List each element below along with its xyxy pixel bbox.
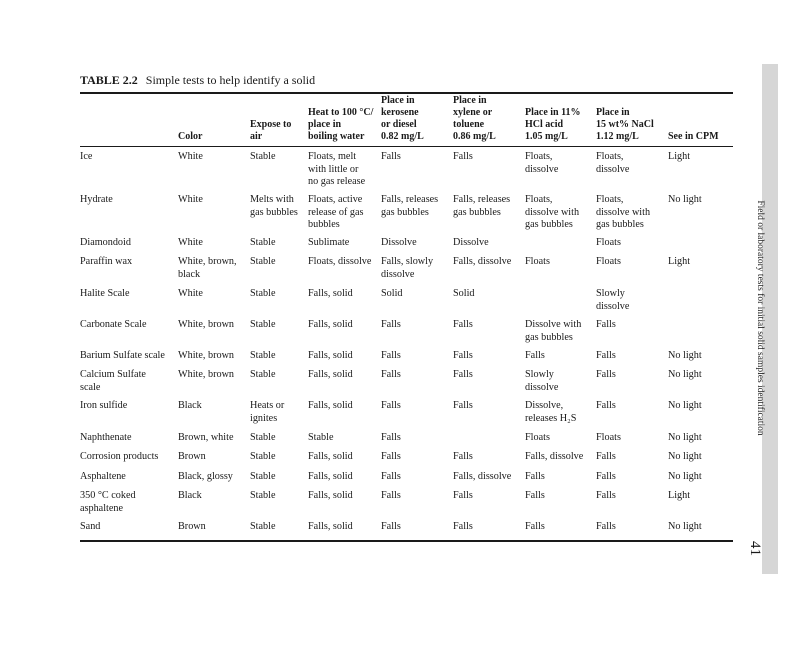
table-cell: Floats, dissolve with gas bubbles: [525, 194, 580, 231]
table-cell: Floats, dissolve: [308, 256, 372, 267]
table-cell: Falls: [596, 369, 616, 380]
page-number: 41: [747, 541, 763, 556]
table-cell: Floats: [596, 432, 621, 443]
table-cell: Light: [668, 490, 691, 501]
table-cell: No light: [668, 471, 702, 482]
table-cell: Black: [178, 490, 202, 501]
table-cell: Falls: [453, 490, 473, 501]
table-cell: Falls: [596, 350, 616, 361]
table-cell: No light: [668, 432, 702, 443]
table-cell: Dissolve: [381, 237, 417, 248]
table-cell: Falls: [596, 451, 616, 462]
column-header-6: Place in 11% HCl acid 1.05 mg/L: [525, 107, 581, 142]
table-cell: Stable: [250, 151, 276, 162]
table-cell: Falls, solid: [308, 471, 353, 482]
table-cell: Falls: [453, 521, 473, 532]
table-cell: Stable: [250, 471, 276, 482]
table-cell: Floats, active release of gas bubbles: [308, 194, 364, 231]
table-cell: Stable: [250, 490, 276, 501]
column-header-4: Place in kerosene or diesel 0.82 mg/L: [381, 95, 424, 142]
table-cell: Falls: [525, 490, 545, 501]
table-cell: White: [178, 288, 203, 299]
table-cell: Heats or ignites: [250, 400, 285, 424]
table-cell: Falls: [381, 369, 401, 380]
table-cell: Falls: [453, 350, 473, 361]
table-cell: Falls: [525, 521, 545, 532]
row-label: Carbonate Scale: [80, 319, 147, 330]
table-cell: Falls, solid: [308, 369, 353, 380]
table-cell: Falls, dissolve: [453, 256, 512, 267]
table-cell: White: [178, 194, 203, 205]
column-header-1: Color: [178, 131, 203, 142]
table-cell: Stable: [250, 288, 276, 299]
table-cell: Floats: [596, 237, 621, 248]
table-cell: Sublimate: [308, 237, 350, 248]
row-label: Diamondoid: [80, 237, 131, 248]
table-cell: Stable: [250, 451, 276, 462]
table-cell: No light: [668, 350, 702, 361]
row-label: Ice: [80, 151, 93, 162]
table-cell: White, brown: [178, 369, 235, 380]
row-label: Barium Sulfate scale: [80, 350, 165, 361]
table-cell: No light: [668, 451, 702, 462]
table-cell: Floats: [525, 432, 550, 443]
table-caption: [80, 73, 315, 88]
table-cell: Stable: [250, 369, 276, 380]
table-cell: Falls: [596, 490, 616, 501]
table-cell: Falls, solid: [308, 400, 353, 411]
table-cell: No light: [668, 194, 702, 205]
table-cell: Falls: [381, 350, 401, 361]
table-cell: Floats, melt with little or no gas release: [308, 151, 366, 188]
table-cell: Falls: [453, 151, 473, 162]
table-cell: Falls, solid: [308, 319, 353, 330]
table-cell: Brown: [178, 451, 206, 462]
table-cell: Black, glossy: [178, 471, 233, 482]
table-cell: Stable: [250, 350, 276, 361]
table-cell: Falls: [596, 400, 616, 411]
table-cell: Light: [668, 151, 691, 162]
column-header-2: Expose to air: [250, 119, 292, 142]
table-bottom-rule: [80, 540, 733, 542]
table-cell: Falls: [381, 521, 401, 532]
table-cell: Falls, solid: [308, 288, 353, 299]
row-label: Calcium Sulfate scale: [80, 369, 146, 393]
table-caption-label: TABLE 2.2: [80, 73, 138, 87]
row-label: 350 °C coked asphaltene: [80, 490, 136, 514]
table-cell: Floats, dissolve with gas bubbles: [596, 194, 651, 231]
table-cell: Falls, solid: [308, 350, 353, 361]
table-header-rule: [80, 146, 733, 147]
table-cell: Falls: [381, 400, 401, 411]
table-cell: Stable: [250, 432, 276, 443]
table-cell: Falls, solid: [308, 521, 353, 532]
table-cell: Floats, dissolve: [525, 151, 559, 175]
table-cell: Brown: [178, 521, 206, 532]
row-label: Hydrate: [80, 194, 113, 205]
table-cell: Melts with gas bubbles: [250, 194, 298, 218]
table-cell: Falls, slowly dissolve: [381, 256, 434, 280]
table-cell: Falls: [596, 521, 616, 532]
table-cell: Falls: [381, 432, 401, 443]
table-cell: No light: [668, 521, 702, 532]
table-top-rule: [80, 92, 733, 94]
table-cell: Stable: [250, 521, 276, 532]
table-cell: Light: [668, 256, 691, 267]
table-cell: Falls: [381, 151, 401, 162]
table-cell: Brown, white: [178, 432, 234, 443]
table-cell: Falls: [381, 319, 401, 330]
table-cell: Falls, solid: [308, 490, 353, 501]
running-header-text: Field or laboratory tests for initial solid samples identification: [755, 200, 765, 436]
table-cell: Stable: [250, 256, 276, 267]
column-header-7: Place in 15 wt% NaCl 1.12 mg/L: [596, 107, 654, 142]
table-cell: Falls: [453, 400, 473, 411]
table-cell: Dissolve, releases H₂S: [525, 400, 577, 424]
table-cell: Falls, releases gas bubbles: [381, 194, 439, 218]
table-cell: Slowly dissolve: [596, 288, 630, 312]
row-label: Sand: [80, 521, 101, 532]
table-cell: White, brown: [178, 319, 235, 330]
table-cell: Floats: [596, 256, 621, 267]
table-cell: White: [178, 237, 203, 248]
table-cell: Falls: [381, 471, 401, 482]
table-cell: Falls, dissolve: [453, 471, 512, 482]
column-header-5: Place in xylene or toluene 0.86 mg/L: [453, 95, 496, 142]
table-cell: Falls: [525, 471, 545, 482]
table-cell: Stable: [250, 319, 276, 330]
table-cell: White, brown: [178, 350, 235, 361]
table-cell: Dissolve with gas bubbles: [525, 319, 582, 343]
table-cell: Dissolve: [453, 237, 489, 248]
table-cell: Falls, solid: [308, 451, 353, 462]
table-cell: Falls: [596, 319, 616, 330]
table-cell: Falls: [453, 319, 473, 330]
table-cell: Falls: [453, 451, 473, 462]
row-label: Iron sulfide: [80, 400, 128, 411]
table-cell: Solid: [381, 288, 403, 299]
table-cell: White: [178, 151, 203, 162]
table-cell: No light: [668, 369, 702, 380]
table-cell: Falls: [381, 451, 401, 462]
table-cell: Stable: [308, 432, 334, 443]
table-cell: Falls, releases gas bubbles: [453, 194, 511, 218]
column-header-3: Heat to 100 °C/ place in boiling water: [308, 107, 374, 142]
table-cell: Stable: [250, 237, 276, 248]
table-cell: Falls: [453, 369, 473, 380]
table-cell: No light: [668, 400, 702, 411]
row-label: Halite Scale: [80, 288, 130, 299]
column-header-8: See in CPM: [668, 131, 719, 142]
table-cell: Slowly dissolve: [525, 369, 559, 393]
table-cell: Floats: [525, 256, 550, 267]
row-label: Naphthenate: [80, 432, 132, 443]
table-cell: Falls, dissolve: [525, 451, 584, 462]
table-cell: Falls: [525, 350, 545, 361]
table-cell: Floats, dissolve: [596, 151, 630, 175]
row-label: Asphaltene: [80, 471, 126, 482]
table-cell: Falls: [381, 490, 401, 501]
table-caption-text: Simple tests to help identify a solid: [145, 73, 316, 87]
row-label: Corrosion products: [80, 451, 159, 462]
row-label: Paraffin wax: [80, 256, 133, 267]
table-cell: White, brown, black: [178, 256, 237, 280]
table-cell: Black: [178, 400, 202, 411]
table-cell: Falls: [596, 471, 616, 482]
table-cell: Solid: [453, 288, 475, 299]
